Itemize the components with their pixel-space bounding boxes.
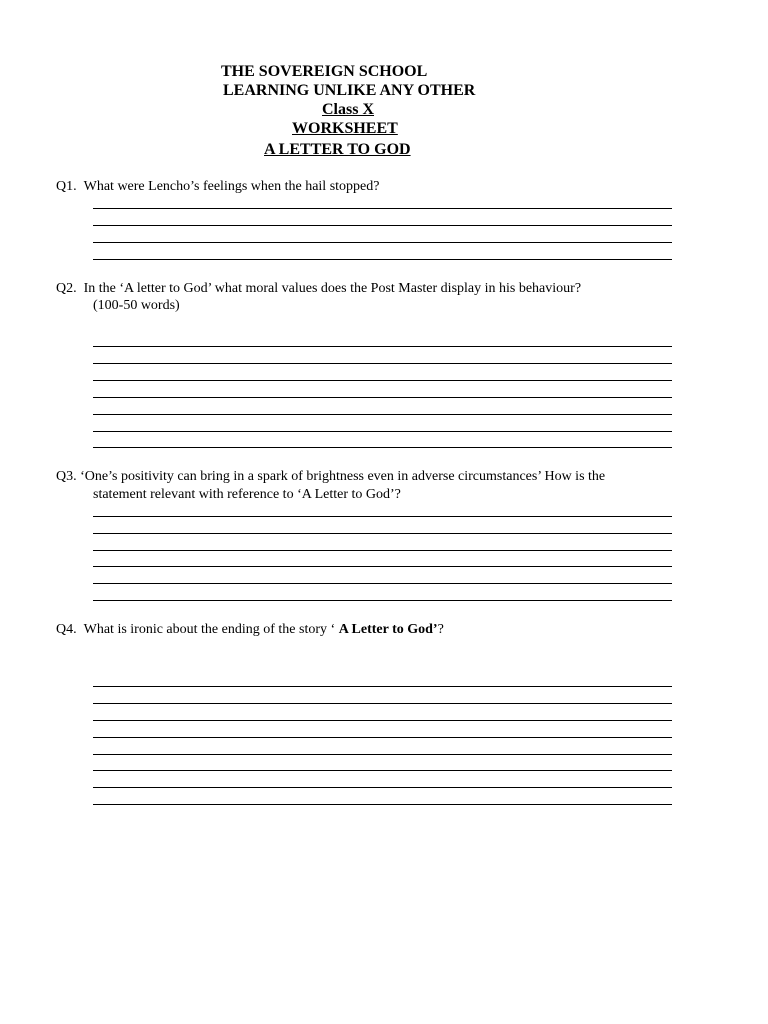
answer-line[interactable] (93, 583, 672, 584)
answer-line[interactable] (93, 431, 672, 432)
question-number: Q3. (56, 469, 77, 484)
answer-line[interactable] (93, 754, 672, 755)
answer-line[interactable] (93, 566, 672, 567)
answer-line[interactable] (93, 550, 672, 551)
class-label: Class X (322, 101, 375, 118)
answer-line[interactable] (93, 686, 672, 687)
answer-line[interactable] (93, 242, 672, 243)
question-text: What were Lencho’s feelings when the hail stopped? (83, 179, 380, 194)
answer-line[interactable] (93, 397, 672, 398)
worksheet-label: WORKSHEET (292, 120, 398, 137)
answer-line[interactable] (93, 208, 672, 209)
question-number: Q1. (56, 179, 77, 194)
question-story-title: A Letter to God’ (338, 622, 438, 637)
answer-line[interactable] (93, 259, 672, 260)
question-text-end: ? (437, 622, 444, 637)
worksheet-title: A LETTER TO GOD (264, 141, 411, 158)
answer-line[interactable] (93, 737, 672, 738)
question-1 (56, 178, 379, 196)
school-motto: LEARNING UNLIKE ANY OTHER (223, 82, 476, 99)
answer-line[interactable] (93, 720, 672, 721)
question-2 (56, 280, 581, 298)
question-text: What is ironic about the ending of the story ‘ (83, 622, 339, 637)
answer-line[interactable] (93, 516, 672, 517)
question-number: Q4. (56, 622, 77, 637)
answer-line[interactable] (93, 600, 672, 601)
answer-line[interactable] (93, 533, 672, 534)
answer-line[interactable] (93, 447, 672, 448)
answer-line[interactable] (93, 225, 672, 226)
question-text: In the ‘A letter to God’ what moral values does the Post Master display in his behaviour? (83, 281, 582, 296)
answer-line[interactable] (93, 414, 672, 415)
answer-line[interactable] (93, 770, 672, 771)
answer-line[interactable] (93, 346, 672, 347)
school-name: THE SOVEREIGN SCHOOL (221, 63, 428, 80)
answer-line[interactable] (93, 787, 672, 788)
question-number: Q2. (56, 281, 77, 296)
question-text-continued: statement relevant with reference to ‘A Letter to God’? (93, 487, 401, 502)
question-text: ‘One’s positivity can bring in a spark of brightness even in adverse circumstances’ How is the (80, 469, 606, 484)
question-word-limit: (100-50 words) (93, 298, 180, 313)
answer-line[interactable] (93, 363, 672, 364)
answer-line[interactable] (93, 380, 672, 381)
answer-line[interactable] (93, 804, 672, 805)
question-4 (56, 621, 444, 639)
answer-line[interactable] (93, 703, 672, 704)
question-3 (56, 468, 605, 486)
